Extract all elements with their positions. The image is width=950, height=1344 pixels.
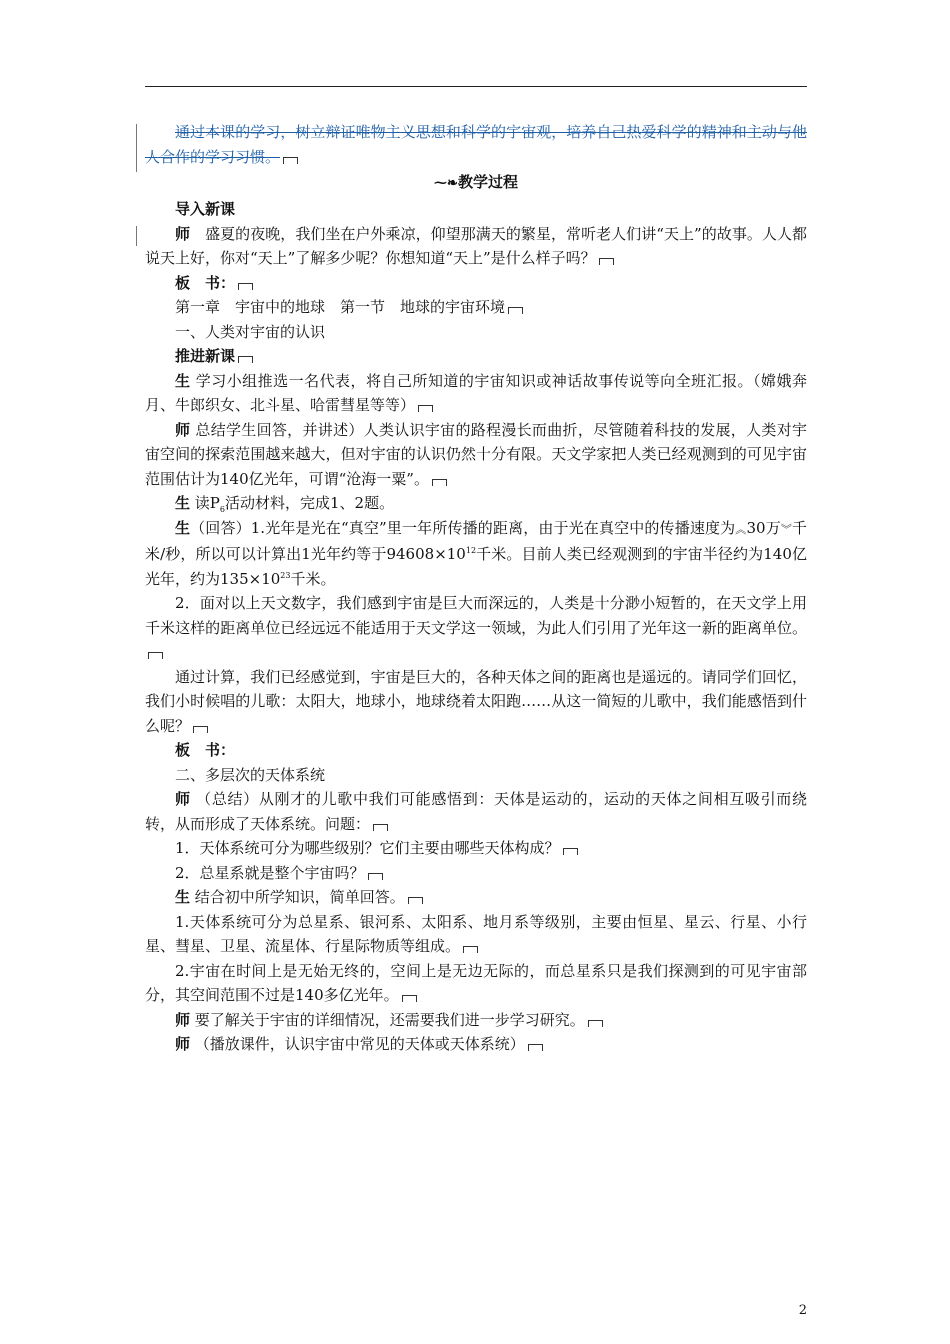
paragraph-mark-icon xyxy=(563,848,578,855)
revision-bar xyxy=(136,226,137,246)
subheading-tuijin: 推进新课 xyxy=(145,344,807,369)
paragraph-mark-icon xyxy=(432,479,447,486)
paragraph-mark-icon xyxy=(508,307,523,314)
paragraph: 生（回答）1.光年是光在“真空”里一年所传播的距离，由于光在真空中的传播速度为︽30万︾千米/秒，所以可以计算出1光年约等于$94608\times 10^{12}$千米。目前人类已经观测到的宇宙半径约为140亿光年，约为$135\times 10^{23}$千米。 xyxy=(145,518,808,588)
field-close-icon: ︾ xyxy=(780,522,792,536)
paragraph-mark-icon xyxy=(368,873,383,880)
chapter-line: 第一章 宇宙中的地球 第一节 地球的宇宙环境 xyxy=(145,295,807,320)
paragraph: 师 盛夏的夜晚，我们坐在户外乘凉，仰望那满天的繁星，常听老人们讲“天上”的故事。人人都说天上好，你对“天上”了解多少呢？你想知道“天上”是什么样子吗？ xyxy=(145,224,807,267)
part-title: 二、多层次的天体系统 xyxy=(175,765,326,784)
board-label: 板 书： xyxy=(175,741,236,759)
paragraph: 板 书： xyxy=(145,271,807,296)
question-item: 1．天体系统可分为哪些级别？它们主要由哪些天体构成？ xyxy=(145,836,807,861)
paragraph-mark-icon xyxy=(402,995,417,1002)
header-rule xyxy=(145,86,807,87)
paragraph-mark-icon xyxy=(599,258,614,265)
paragraph: 生 结合初中所学知识，简单回答。 xyxy=(145,885,807,910)
paragraph-mark-icon xyxy=(408,897,423,904)
part-title: 一、人类对宇宙的认识 xyxy=(175,322,326,341)
field-open-icon: ︽ xyxy=(735,522,747,536)
paragraph-mark-icon xyxy=(463,946,478,953)
paragraph-mark-icon xyxy=(418,405,433,412)
paragraph: 通过计算，我们已经感觉到，宇宙是巨大的，各种天体之间的距离也是遥远的。请同学们回忆，我们小时候唱的儿歌：太阳大，地球小，地球绕着太阳跑……从这一简短的儿歌中，我们能感悟到什么呢？ xyxy=(145,667,807,735)
paragraph: 2．面对以上天文数字，我们感到宇宙是巨大而深远的，人类是十分渺小短暂的，在天文学上用千米这样的距离单位已经远远不能适用于天文学这一领域，为此人们引用了光年这一新的距离单位。 xyxy=(145,591,807,665)
document-body xyxy=(145,120,807,1057)
paragraph-mark-icon xyxy=(283,157,298,164)
deleted-objective-text: 通过本课的学习，树立辩证唯物主义思想和科学的宇宙观，培养自己热爱科学的精神和主动与他人合作的学习习惯。 xyxy=(145,123,807,166)
bird-ornament-icon: ⁓❧ xyxy=(434,176,458,191)
paragraph: 师 （总结）从刚才的儿歌中我们可能感悟到：天体是运动的，运动的天体之间相互吸引而绕转，从而形成了天体系统。问题： xyxy=(145,790,807,833)
paragraph: 生 读$P_6$活动材料，完成1、2题。 xyxy=(175,494,395,514)
revision-bar xyxy=(136,124,137,172)
paragraph-mark-icon xyxy=(238,283,253,290)
subheading-daoru: 导入新课 xyxy=(175,200,236,218)
section-heading: ⁓❧教学过程 xyxy=(145,169,807,197)
paragraph: 师 （播放课件，认识宇宙中常见的天体或天体系统） xyxy=(145,1032,807,1057)
paragraph-mark-icon xyxy=(238,356,253,363)
paragraph-mark-icon xyxy=(193,726,208,733)
page-number: 2 xyxy=(798,1303,807,1318)
answer-item: 2.宇宙在时间上是无始无终的，空间上是无边无际的，而总星系只是我们探测到的可见宇宙部分，其空间范围不过是140多亿光年。 xyxy=(145,961,807,1004)
paragraph: 师 要了解关于宇宙的详细情况，还需要我们进一步学习研究。 xyxy=(145,1008,807,1033)
question-item: 2．总星系就是整个宇宙吗？ xyxy=(145,861,807,886)
paragraph-mark-icon xyxy=(373,824,388,831)
answer-item: 1.天体系统可分为总星系、银河系、太阳系、地月系等级别，主要由恒星、星云、行星、小行星、彗星、卫星、流星体、行星际物质等组成。 xyxy=(145,912,807,955)
paragraph-mark-icon xyxy=(528,1044,543,1051)
paragraph-mark-icon xyxy=(588,1020,603,1027)
paragraph: 生 学习小组推选一名代表，将自己所知道的宇宙知识或神话故事传说等向全班汇报。（嫦娥奔月、牛郎织女、北斗星、哈雷彗星等等） xyxy=(145,371,807,414)
paragraph-mark-icon xyxy=(148,652,163,659)
paragraph: 师 总结学生回答，并讲述）人类认识宇宙的路程漫长而曲折，尽管随着科技的发展，人类对宇宙空间的探索范围越来越大，但对宇宙的认识仍然十分有限。天文学家把人类已经观测到的可见宇宙范围估计为140亿光年，可谓“沧海一粟”。 xyxy=(145,420,807,488)
